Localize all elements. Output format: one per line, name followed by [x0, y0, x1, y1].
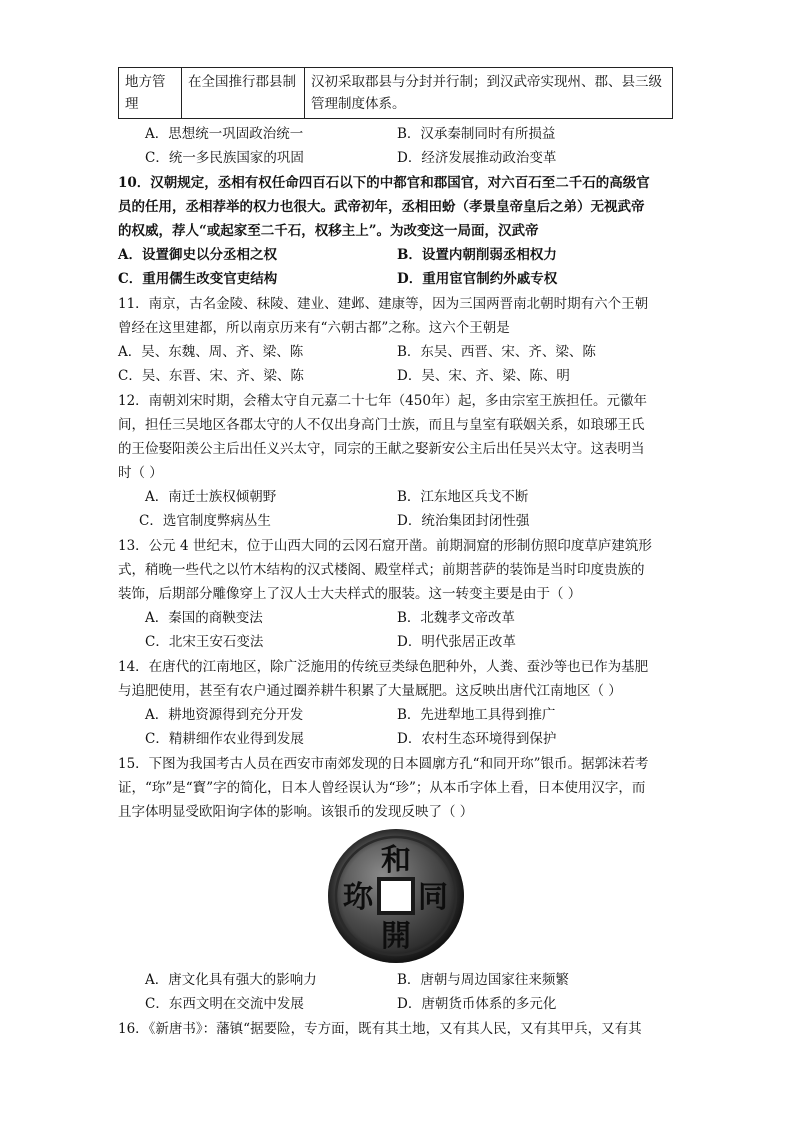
q13-option-b: B．北魏孝文帝改革 — [397, 610, 515, 626]
q9-option-a: A．思想统一巩固政治统一 — [145, 126, 304, 142]
coin-svg — [327, 828, 465, 964]
q13-option-c: C．北宋王安石变法 — [145, 634, 264, 650]
q13-text-line: 装饰，后期部分雕像穿上了汉人士大夫样式的服装。这一转变主要是由于（ ） — [118, 586, 582, 602]
q12-text-line: 12．南朝刘宋时期，会稽太守自元嘉二十七年（450年）起，多由宗室王族担任。元徽年 — [118, 393, 647, 409]
q12-text-line: 的王俭娶阳羡公主后出任义兴太守，同宗的王献之娶新安公主后出任吴兴太守。这表明当 — [118, 441, 645, 457]
q12-text-line: 间，担任三吴地区各郡太守的人不仅出身高门士族，而且与皇室有联姻关系，如琅琊王氏 — [118, 417, 645, 433]
q10-option-a: A．设置御史以分丞相之权 — [118, 247, 277, 263]
q13-option-d: D．明代张居正改革 — [397, 634, 516, 650]
q14-option-c: C．精耕细作农业得到发展 — [145, 731, 304, 747]
q12-option-b: B．江东地区兵戈不断 — [397, 489, 529, 505]
q13-option-a: A．秦国的商鞅变法 — [145, 610, 263, 626]
q11-option-b: B．东吴、西晋、宋、齐、梁、陈 — [397, 344, 596, 360]
q14-text-line: 与追肥使用，甚至有农户通过圈养耕牛积累了大量厩肥。这反映出唐代江南地区（ ） — [118, 683, 622, 699]
table-cell: 汉初采取郡县与分封并行制；到汉武帝实现州、郡、县三级管理制度体系。 — [305, 68, 673, 119]
q14-option-a: A．耕地资源得到充分开发 — [145, 707, 304, 723]
table-cell: 在全国推行郡县制 — [182, 68, 305, 119]
q10-option-b: B．设置内朝削弱丞相权力 — [397, 247, 557, 263]
q14-text-line: 14．在唐代的江南地区，除广泛施用的传统豆类绿色肥种外，人粪、蚕沙等也已作为基肥 — [118, 659, 649, 675]
q15-option-a: A．唐文化具有强大的影响力 — [145, 972, 317, 988]
coin-square-hole — [379, 879, 413, 913]
q13-text-line: 13．公元 4 世纪末，位于山西大同的云冈石窟开凿。前期洞窟的形制仿照印度草庐建筑形 — [118, 538, 652, 554]
coin-char-top: 和 — [381, 843, 411, 878]
table-cell: 地方管理 — [119, 68, 182, 119]
coin-char-bottom: 開 — [381, 919, 411, 954]
q15-option-d: D．唐朝货币体系的多元化 — [397, 996, 557, 1012]
q16-text-line: 16．《新唐书》：藩镇“据要险，专方面，既有其土地，又有其人民，又有其甲兵，又有其 — [118, 1021, 642, 1037]
q10-option-d: D．重用宦官制约外戚专权 — [397, 271, 558, 287]
q15-option-b: B．唐朝与周边国家往来频繁 — [397, 972, 569, 988]
q10-option-c: C．重用儒生改变官吏结构 — [118, 271, 278, 287]
q14-option-b: B．先进犁地工具得到推广 — [397, 707, 556, 723]
q12-option-c: C．选官制度弊病丛生 — [139, 513, 271, 529]
q10-text-line: 员的任用，丞相荐举的权力也很大。武帝初年，丞相田蚡（孝景皇帝皇后之弟）无视武帝 — [118, 199, 645, 215]
q15-text-line: 15．下图为我国考古人员在西安市南郊发现的日本圆廓方孔“和同开珎”银币。据郭沫若考 — [118, 756, 649, 772]
q11-option-a: A．吴、东魏、周、齐、梁、陈 — [118, 344, 304, 360]
q9-option-b: B．汉承秦制同时有所损益 — [397, 126, 556, 142]
q11-option-d: D．吴、宋、齐、梁、陈、明 — [397, 368, 570, 384]
q11-text-line: 11．南京，古名金陵、秣陵、建业、建邺、建康等，因为三国两晋南北朝时期有六个王朝 — [118, 296, 649, 312]
q12-text-line: 时（ ） — [118, 465, 163, 481]
q10-text-line: 10．汉朝规定，丞相有权任命四百石以下的中都官和郡国官，对六百石至二千石的高级官 — [118, 175, 650, 191]
q15-text-line: 证，“珎”是“寳”字的简化，日本人曾经误认为“珍”；从本币字体上看，日本使用汉字，而 — [118, 780, 646, 796]
q15-option-c: C．东西文明在交流中发展 — [145, 996, 304, 1012]
coin-char-left: 珎 — [343, 880, 373, 915]
q9-option-c: C．统一多民族国家的巩固 — [145, 150, 304, 166]
q9-option-d: D．经济发展推动政治变革 — [397, 150, 557, 166]
q14-option-d: D．农村生态环境得到保护 — [397, 731, 557, 747]
q11-option-c: C．吴、东晋、宋、齐、梁、陈 — [118, 368, 304, 384]
policy-table — [118, 67, 673, 119]
coin-image — [327, 828, 465, 964]
table-row — [119, 68, 673, 119]
q15-text-line: 且字体明显受欧阳询字体的影响。该银币的发现反映了（ ） — [118, 804, 474, 820]
q11-text-line: 曾经在这里建都，所以南京历来有“六朝古都”之称。这六个王朝是 — [118, 320, 510, 336]
coin-char-right: 同 — [418, 880, 448, 915]
q13-text-line: 式，稍晚一些代之以竹木结构的汉式楼阁、殿堂样式；前期菩萨的装饰是当时印度贵族的 — [118, 562, 645, 578]
q12-option-a: A．南迁士族权倾朝野 — [145, 489, 277, 505]
q10-text-line: 的权威，荐人“或起家至二千石，权移主上”。为改变这一局面，汉武帝 — [118, 223, 539, 239]
q12-option-d: D．统治集团封闭性强 — [397, 513, 530, 529]
